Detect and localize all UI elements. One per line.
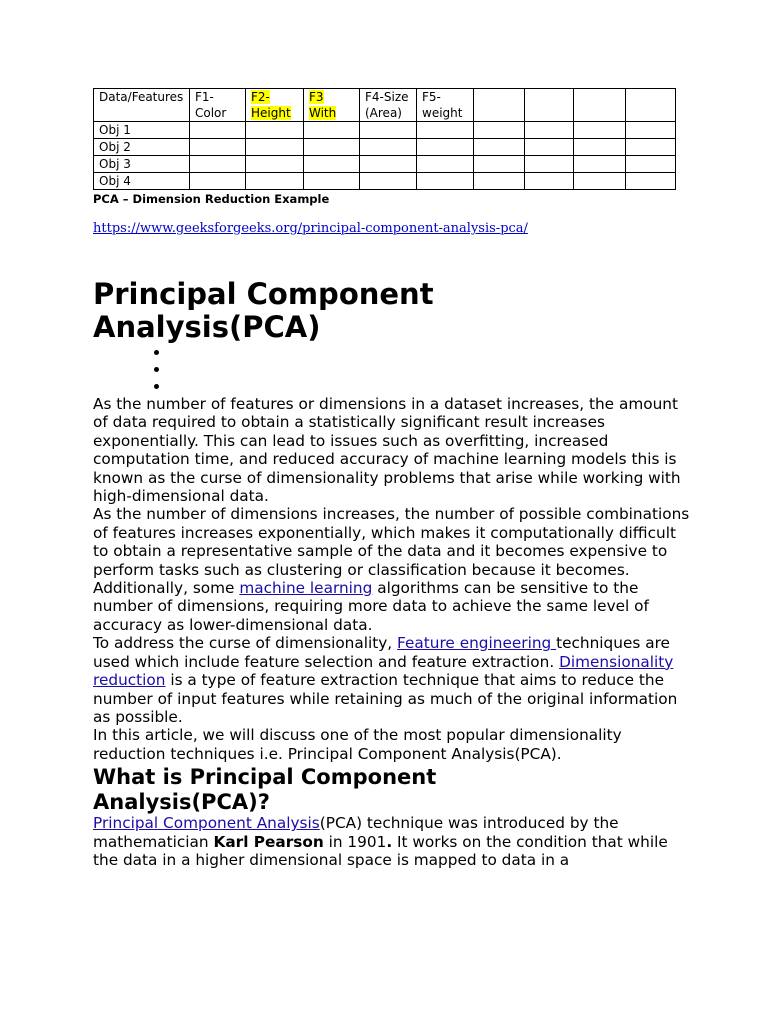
paragraph-4: In this article, we will discuss one of the most popular dimensionality reduction techniques i.e. Principal Component Analysis(PCA). xyxy=(93,726,622,763)
table-cell xyxy=(304,139,360,156)
features-table xyxy=(93,88,676,190)
bold-period: . xyxy=(386,832,393,851)
table-cell xyxy=(474,122,525,139)
table-cell xyxy=(417,139,474,156)
table-row xyxy=(94,122,676,139)
text: algorithms can be sensitive to the number of dimensions, requiring more data to achieve the same level of accuracy as lower-dimensional data. xyxy=(93,579,649,634)
article-body xyxy=(93,395,693,869)
table-cell xyxy=(574,173,626,190)
header-cell xyxy=(626,89,676,122)
table-cell xyxy=(626,122,676,139)
header-cell: F3 With xyxy=(304,89,360,122)
paragraph-5 xyxy=(93,814,693,869)
table-cell xyxy=(626,139,676,156)
table-cell xyxy=(360,173,417,190)
heading-line-1: What is Principal Component xyxy=(93,765,437,790)
table-cell xyxy=(574,156,626,173)
table-cell xyxy=(360,139,417,156)
text: (PCA) technique was introduced by the mathematician xyxy=(93,814,619,851)
bullet-item xyxy=(150,378,693,395)
table-cell xyxy=(246,122,304,139)
empty-bullet-list xyxy=(93,344,693,395)
text: As the number of dimensions increases, the number of possible combinations of features increases exponentially, which makes it computationally difficult to obtain a representative sample of the data and it becomes expensive to perform tasks such as clustering or classification because it becomes. Additionally, some xyxy=(93,505,690,598)
table-cell xyxy=(246,173,304,190)
header-cell xyxy=(474,89,525,122)
page-title xyxy=(93,278,693,344)
table-cell xyxy=(474,173,525,190)
header-cell xyxy=(525,89,574,122)
table-cell xyxy=(304,173,360,190)
table-cell xyxy=(190,156,246,173)
table-cell xyxy=(360,122,417,139)
table-cell xyxy=(574,122,626,139)
dimensionality-reduction-link[interactable]: Dimensionality reduction xyxy=(93,652,674,690)
table-cell xyxy=(246,139,304,156)
paragraph-1: As the number of features or dimensions in a dataset increases, the amount of data required to obtain a statistically significant result increases exponentially. This can lead to issues such as overfitting, increased computation time, and reduced accuracy of machine learning models this is known as the curse of dimensionality problems that arise while working with high-dimensional data. xyxy=(93,395,681,506)
text: To address the curse of dimensionality, xyxy=(93,634,398,653)
text: techniques are used which include feature selection and feature extraction. xyxy=(93,634,670,671)
pca-link[interactable]: Principal Component Analysis xyxy=(93,814,320,833)
karl-pearson-bold: Karl Pearson xyxy=(213,832,324,851)
table-cell: Obj 2 xyxy=(94,139,190,156)
text: is a type of feature extraction technique that aims to reduce the number of input features while retaining as much of the original information as possible. xyxy=(93,671,678,726)
table-cell xyxy=(525,156,574,173)
header-cell: F4-Size (Area) xyxy=(360,89,417,122)
paragraph-3 xyxy=(93,634,693,726)
table-cell xyxy=(190,173,246,190)
table-cell: Obj 1 xyxy=(94,122,190,139)
text: It works on the condition that while the data in a higher dimensional space is mapped to data in a xyxy=(93,832,668,869)
bullet-item xyxy=(150,344,693,361)
title-line-1: Principal Component xyxy=(93,277,434,311)
table-cell: Obj 4 xyxy=(94,173,190,190)
table-cell xyxy=(574,139,626,156)
title-line-2: Analysis(PCA) xyxy=(93,310,321,344)
table-cell xyxy=(525,122,574,139)
table-cell xyxy=(304,122,360,139)
table-cell xyxy=(190,122,246,139)
table-cell xyxy=(525,173,574,190)
table-caption: PCA – Dimension Reduction Example xyxy=(93,192,330,206)
table-cell xyxy=(417,173,474,190)
table-cell xyxy=(246,156,304,173)
table-cell xyxy=(417,122,474,139)
feature-engineering-link[interactable]: Feature engineering xyxy=(397,634,557,653)
table-header-row xyxy=(94,89,676,122)
header-cell xyxy=(574,89,626,122)
section-heading xyxy=(93,765,693,814)
table-cell xyxy=(474,156,525,173)
table-cell xyxy=(190,139,246,156)
text: in 1901 xyxy=(323,832,387,851)
paragraph-2 xyxy=(93,505,693,634)
table-cell xyxy=(417,156,474,173)
bullet-item xyxy=(150,361,693,378)
header-cell: F2- Height xyxy=(246,89,304,122)
heading-line-2: Analysis(PCA)? xyxy=(93,789,270,814)
header-cell: Data/Features xyxy=(94,89,190,122)
table-row xyxy=(94,139,676,156)
machine-learning-link[interactable]: machine learning xyxy=(239,579,373,598)
table-cell xyxy=(304,156,360,173)
source-link[interactable]: https://www.geeksforgeeks.org/principal-component-analysis-pca/ xyxy=(93,221,528,236)
table-row xyxy=(94,173,676,190)
table-cell xyxy=(474,139,525,156)
table-cell: Obj 3 xyxy=(94,156,190,173)
table-cell xyxy=(626,156,676,173)
document-page xyxy=(93,88,693,869)
table-cell xyxy=(360,156,417,173)
header-cell: F1- Color xyxy=(190,89,246,122)
table-cell xyxy=(525,139,574,156)
header-cell: F5- weight xyxy=(417,89,474,122)
table-cell xyxy=(626,173,676,190)
table-row xyxy=(94,156,676,173)
